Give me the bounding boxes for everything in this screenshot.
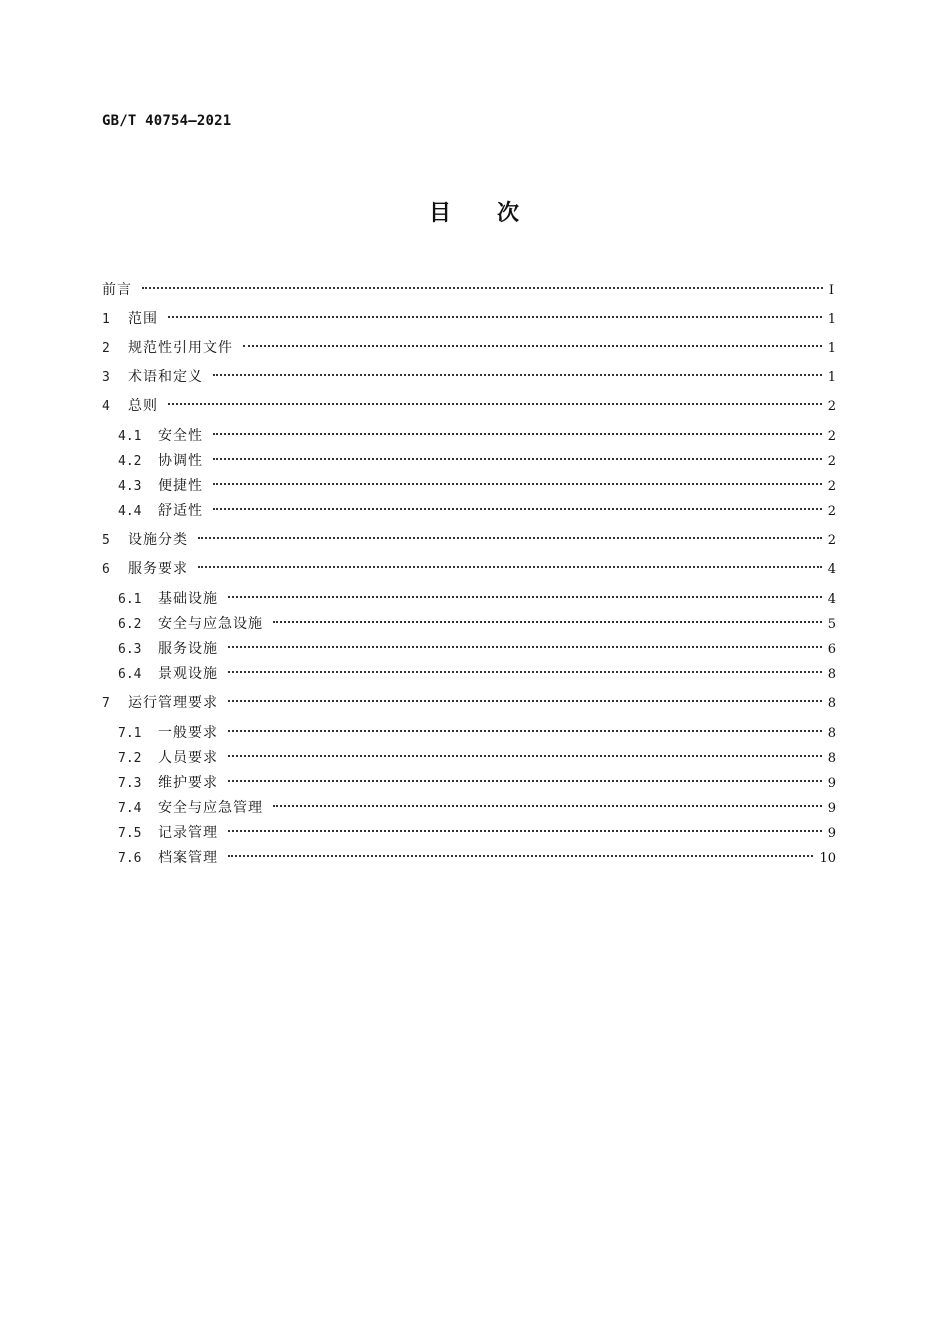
toc-entry-label: 人员要求 xyxy=(158,750,218,766)
toc-entry-label: 服务设施 xyxy=(158,641,218,657)
toc-entry-page: 9 xyxy=(827,826,836,841)
toc-entry-foreword[interactable] xyxy=(102,274,834,298)
toc-entry-page: 1 xyxy=(827,341,836,356)
dot-leader xyxy=(213,445,822,465)
toc-entry-label: 总则 xyxy=(128,398,158,414)
dot-leader xyxy=(213,470,822,490)
toc-entry-page: 8 xyxy=(827,726,836,741)
toc-entry-page: 2 xyxy=(827,429,836,444)
toc-entry-label: 一般要求 xyxy=(158,725,218,741)
toc-entry-number: 6.4 xyxy=(118,667,142,682)
toc-entry-label: 范围 xyxy=(128,311,158,327)
dot-leader xyxy=(228,817,822,837)
toc-entry-label: 设施分类 xyxy=(128,532,188,548)
toc-entry-7-3[interactable] xyxy=(118,767,836,791)
toc-entry-page: 8 xyxy=(827,667,836,682)
toc-entry-page: 2 xyxy=(827,533,836,548)
toc-entry-4-1[interactable] xyxy=(118,420,836,444)
toc-entry-number: 7 xyxy=(102,696,110,711)
toc-entry-number: 6.2 xyxy=(118,617,142,632)
dot-leader xyxy=(213,361,822,381)
toc-entry-number: 6.3 xyxy=(118,642,142,657)
toc-entry-label: 安全与应急设施 xyxy=(158,616,263,632)
toc-entry-number: 7.3 xyxy=(118,776,142,791)
toc-entry-page: 1 xyxy=(827,312,836,327)
toc-entry-number: 4.2 xyxy=(118,454,142,469)
toc-entry-1[interactable] xyxy=(102,303,836,327)
toc-entry-label: 运行管理要求 xyxy=(128,695,218,711)
dot-leader xyxy=(213,495,822,515)
toc-entry-number: 6.1 xyxy=(118,592,142,607)
toc-entry-4[interactable] xyxy=(102,390,836,414)
toc-entry-page: 10 xyxy=(819,851,836,866)
dot-leader xyxy=(228,658,822,678)
toc-entry-page: 2 xyxy=(827,454,836,469)
toc-entry-6-3[interactable] xyxy=(118,633,836,657)
dot-leader xyxy=(273,608,822,628)
dot-leader xyxy=(228,767,822,787)
toc-entry-page: 6 xyxy=(827,642,836,657)
toc-entry-number: 7.5 xyxy=(118,826,142,841)
toc-entry-4-3[interactable] xyxy=(118,470,836,494)
toc-entry-6[interactable] xyxy=(102,553,836,577)
dot-leader xyxy=(228,583,822,603)
toc-entry-label: 术语和定义 xyxy=(128,369,203,385)
toc-entry-page: 4 xyxy=(827,562,836,577)
toc-entry-label: 前言 xyxy=(102,282,132,298)
toc-entry-7[interactable] xyxy=(102,687,836,711)
toc-entry-number: 4.3 xyxy=(118,479,142,494)
toc-entry-label: 基础设施 xyxy=(158,591,218,607)
toc-entry-7-4[interactable] xyxy=(118,792,836,816)
toc-entry-page: Ⅰ xyxy=(828,283,834,298)
dot-leader xyxy=(168,390,822,410)
toc-entry-label: 维护要求 xyxy=(158,775,218,791)
toc-entry-label: 安全性 xyxy=(158,428,203,444)
toc-entry-4-2[interactable] xyxy=(118,445,836,469)
toc-title-part2: 次 xyxy=(497,201,522,226)
toc-entry-page: 1 xyxy=(827,370,836,385)
toc-entry-number: 1 xyxy=(102,312,110,327)
toc-entry-number: 2 xyxy=(102,341,110,356)
toc-entry-5[interactable] xyxy=(102,524,836,548)
toc-entry-4-4[interactable] xyxy=(118,495,836,519)
toc-entry-number: 4.1 xyxy=(118,429,142,444)
toc-entry-label: 档案管理 xyxy=(158,850,218,866)
toc-entry-number: 7.1 xyxy=(118,726,142,741)
dot-leader xyxy=(273,792,822,812)
toc-entry-number: 4 xyxy=(102,399,110,414)
dot-leader xyxy=(228,717,822,737)
toc-entry-number: 5 xyxy=(102,533,110,548)
dot-leader xyxy=(228,842,813,862)
toc-entry-label: 记录管理 xyxy=(158,825,218,841)
toc-entry-page: 8 xyxy=(827,751,836,766)
toc-entry-page: 2 xyxy=(827,399,836,414)
dot-leader xyxy=(228,633,822,653)
toc-entry-number: 3 xyxy=(102,370,110,385)
toc-entry-label: 安全与应急管理 xyxy=(158,800,263,816)
dot-leader xyxy=(243,332,822,352)
dot-leader xyxy=(198,524,822,544)
toc-entry-6-4[interactable] xyxy=(118,658,836,682)
toc-entry-label: 协调性 xyxy=(158,453,203,469)
toc-entry-label: 服务要求 xyxy=(128,561,188,577)
toc-entry-7-5[interactable] xyxy=(118,817,836,841)
toc-entry-2[interactable] xyxy=(102,332,836,356)
toc-entry-page: 9 xyxy=(827,801,836,816)
toc-entry-number: 6 xyxy=(102,562,110,577)
toc-entry-page: 2 xyxy=(827,479,836,494)
toc-entry-number: 7.4 xyxy=(118,801,142,816)
dot-leader xyxy=(168,303,822,323)
dot-leader xyxy=(228,742,822,762)
dot-leader xyxy=(142,274,823,294)
dot-leader xyxy=(228,687,822,707)
toc-entry-6-1[interactable] xyxy=(118,583,836,607)
toc-entry-label: 便捷性 xyxy=(158,478,203,494)
toc-entry-number: 4.4 xyxy=(118,504,142,519)
toc-entry-label: 景观设施 xyxy=(158,666,218,682)
toc-entry-page: 9 xyxy=(827,776,836,791)
toc-entry-number: 7.2 xyxy=(118,751,142,766)
toc-entry-7-6[interactable] xyxy=(118,842,836,866)
standard-code: GB/T 40754—2021 xyxy=(102,113,232,129)
toc-entry-page: 8 xyxy=(827,696,836,711)
toc-entry-page: 4 xyxy=(827,592,836,607)
toc-entry-3[interactable] xyxy=(102,361,836,385)
toc-entry-page: 5 xyxy=(827,617,836,632)
toc-entry-page: 2 xyxy=(827,504,836,519)
toc-entry-label: 规范性引用文件 xyxy=(128,340,233,356)
toc-entry-7-2[interactable] xyxy=(118,742,836,766)
toc-title-part1: 目 xyxy=(428,201,453,226)
dot-leader xyxy=(213,420,822,440)
toc-entry-7-1[interactable] xyxy=(118,717,836,741)
toc-entry-number: 7.6 xyxy=(118,851,142,866)
toc-entry-label: 舒适性 xyxy=(158,503,203,519)
dot-leader xyxy=(198,553,822,573)
toc-entry-6-2[interactable] xyxy=(118,608,836,632)
